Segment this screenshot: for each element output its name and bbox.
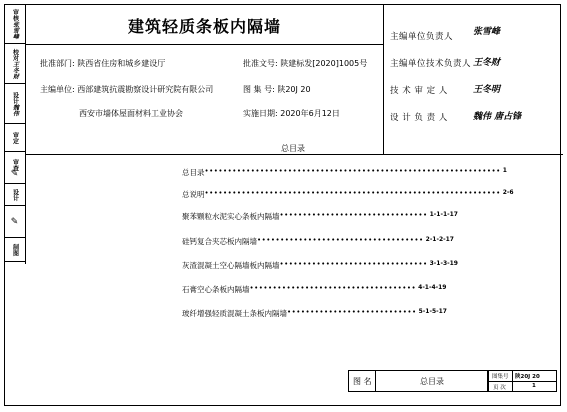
toc-page: 2-1-2-17: [425, 236, 454, 243]
toc-page: 1: [502, 167, 507, 174]
toc-leader: ••••••••••••••••••••••••••••••••: [279, 260, 428, 268]
toc-page: 5-1-5-17: [418, 308, 447, 315]
toc-page: 1-1-1-17: [429, 211, 458, 218]
strip-signature: 王冬财: [11, 60, 19, 79]
strip-cell-8: [4, 238, 25, 262]
toc-label: 聚苯颗粒水泥实心条板内隔墙: [182, 212, 280, 221]
strip-cell-7: [4, 206, 25, 238]
strip-label: 校对: [11, 48, 19, 61]
chief-editor: 主编单位: 西部建筑抗震勘察设计研究院有限公司: [40, 85, 214, 94]
strip-label: 制图: [11, 243, 19, 256]
toc-row[interactable]: [182, 308, 447, 319]
title-block-meta-divider: [488, 381, 557, 382]
strip-label: 审查: [11, 158, 19, 171]
toc-label: 总目录: [182, 168, 205, 177]
toc-row[interactable]: [182, 284, 447, 295]
strip-cell-3: [4, 84, 25, 124]
toc-leader: ••••••••••••••••••••••••••••••••••••••••••••••••••••••••••••••••: [204, 167, 501, 175]
resp-signature: 王冬明: [473, 85, 501, 95]
strip-cell-6: [4, 184, 25, 206]
resp-signature: 张雪峰: [473, 27, 501, 37]
toc-leader: ••••••••••••••••••••••••••••: [287, 308, 417, 316]
strip-mark-icon: ✎: [10, 216, 19, 227]
toc-page: 3-1-3-19: [429, 260, 458, 267]
strip-cell-2: [4, 44, 25, 84]
strip-label: 设计: [11, 91, 19, 104]
title-block-page-label: 页 次: [493, 385, 506, 391]
strip-cell-1: [4, 4, 25, 44]
toc-page: 4-1-4-19: [418, 284, 447, 291]
title-block-atlas-label: 图集号: [492, 374, 509, 380]
toc-row[interactable]: [182, 236, 454, 247]
strip-label: 审定: [11, 131, 19, 144]
strip-cell-4: [4, 124, 25, 152]
toc-heading: 总目录: [281, 144, 305, 153]
toc-label: 玻纤增强轻质混凝土条板内隔墙: [182, 309, 287, 318]
title-block-name-value: 总目录: [420, 377, 444, 386]
toc-page: 2-6: [502, 189, 514, 196]
strip-signature: 张雪峰: [11, 20, 19, 39]
implementation-date: 实施日期: 2020年6月12日: [243, 109, 340, 118]
toc-label: 硅钙复合夹芯板内隔墙: [182, 237, 257, 246]
title-block-meta-col-divider: [512, 370, 513, 392]
title-block-name-label: 图 名: [353, 377, 372, 386]
resp-signature: 王冬财: [473, 58, 501, 68]
side-approval-strip: [4, 4, 26, 264]
title-block-page-value: 1: [532, 383, 536, 389]
strip-cell-5: [4, 152, 25, 184]
strip-signature: 魏伟: [11, 103, 19, 116]
approval-doc: 批准文号: 陕建标发[2020]1005号: [243, 59, 368, 68]
toc-row[interactable]: [182, 167, 507, 178]
toc-leader: ••••••••••••••••••••••••••••••••••••: [249, 284, 417, 292]
approval-dept: 批准部门: 陕西省住房和城乡建设厅: [40, 59, 166, 68]
toc-label: 石膏空心条板内隔墙: [182, 285, 250, 294]
resp-role: 技 术 审 定 人: [390, 86, 448, 96]
strip-mark-icon: ✎: [10, 168, 19, 179]
toc-row[interactable]: [182, 189, 514, 200]
title-block-atlas-value: 陕20J 20: [515, 374, 540, 380]
strip-label: 审核: [11, 8, 19, 21]
document-title: 建筑轻质条板内隔墙: [127, 17, 281, 36]
resp-role: 设 计 负 责 人: [390, 113, 448, 123]
toc-label: 总说明: [182, 190, 205, 199]
toc-row[interactable]: [182, 260, 458, 271]
header-divider: [383, 4, 384, 154]
chief-editor-2: 西安市墙体屋面材料工业协会: [79, 109, 183, 118]
resp-signature: 魏伟 唐占锋: [473, 112, 522, 122]
resp-role: 主编单位技术负责人: [390, 59, 472, 69]
toc-row[interactable]: [182, 211, 458, 222]
toc-leader: ••••••••••••••••••••••••••••••••: [279, 211, 428, 219]
header-separator: [26, 154, 563, 155]
toc-label: 灰渣混凝土空心隔墙板内隔墙: [182, 261, 280, 270]
strip-label: 设计: [11, 188, 19, 201]
atlas-number: 图 集 号: 陕20J 20: [243, 85, 311, 94]
toc-leader: ••••••••••••••••••••••••••••••••••••: [257, 236, 424, 244]
title-underline: [26, 44, 383, 45]
toc-leader: ••••••••••••••••••••••••••••••••••••••••••••••••••••••••••••••••: [204, 189, 501, 197]
resp-role: 主编单位负责人: [390, 32, 454, 42]
